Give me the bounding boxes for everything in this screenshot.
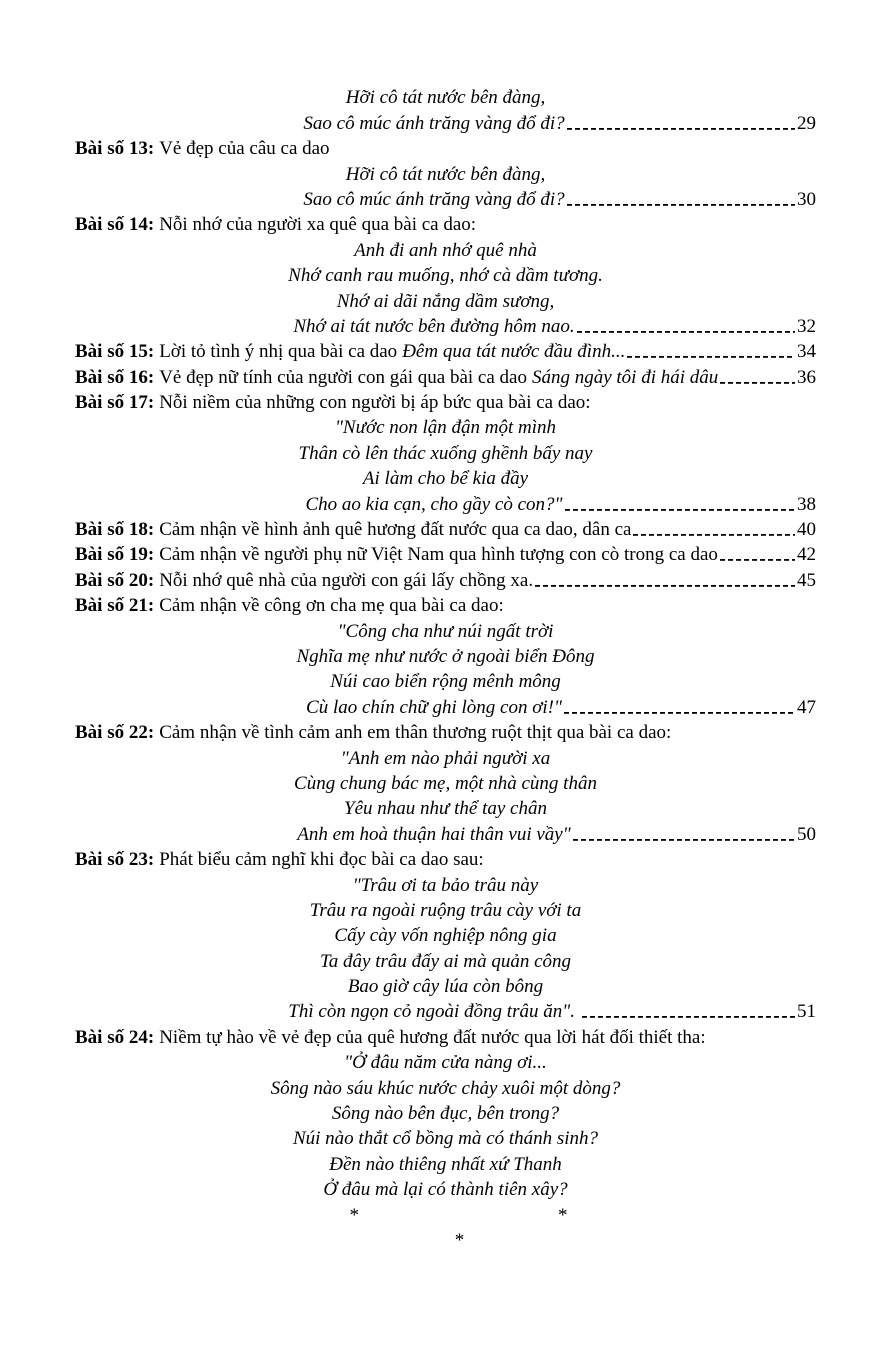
verse-text: Sông nào sáu khúc nước chảy xuôi một dòng?: [270, 1077, 621, 1099]
entry-quoted-poem-title: Sáng ngày tôi đi hái dâu: [531, 366, 719, 388]
toc-entry: [75, 340, 816, 365]
verse-text: Nghĩa mẹ như nước ở ngoài biển Đông: [296, 645, 595, 667]
verse-line: [75, 1127, 816, 1152]
entry-number-label: Bài số 24:: [75, 1026, 155, 1048]
verse-text: Nhớ ai tát nước bên đường hôm nao.: [293, 315, 575, 337]
verse-line: [75, 695, 816, 720]
dash-leader: [633, 534, 795, 541]
verse-line: [75, 111, 816, 136]
entry-number-label: Bài số 18:: [75, 519, 155, 541]
page-number: 47: [797, 696, 816, 718]
entry-number-label: Bài số 14:: [75, 214, 155, 236]
verse-text: Thì còn ngọn cỏ ngoài đồng trâu ăn".: [288, 1001, 580, 1023]
entry-number-label: Bài số 21:: [75, 595, 155, 617]
entry-quoted-poem-title: Đêm qua tát nước đầu đình...: [402, 341, 626, 363]
page-number: 30: [797, 188, 816, 210]
entry-title-text: Vẻ đẹp của câu ca dao: [159, 138, 330, 160]
verse-text: Sao cô múc ánh trăng vàng đổ đi?: [303, 112, 565, 134]
verse-text: "Nước non lận đận một mình: [334, 417, 557, 439]
verse-line: [75, 1152, 816, 1177]
verse-line: [75, 822, 816, 847]
toc-line-list: [75, 86, 816, 1254]
entry-title-text: Niềm tự hào về vẻ đẹp của quê hương đất nước qua lời hát đối thiết tha:: [159, 1026, 706, 1048]
verse-line: [75, 746, 816, 771]
entry-number-label: Bài số 17:: [75, 392, 155, 414]
page-number: 45: [797, 569, 816, 591]
verse-line: [75, 289, 816, 314]
verse-text: Nhớ canh rau muống, nhớ cà dầm tương.: [288, 265, 603, 287]
verse-line: [75, 1000, 816, 1025]
verse-text: Núi nào thắt cổ bồng mà có thánh sinh?: [292, 1128, 599, 1150]
verse-line: [75, 899, 816, 924]
page-number: 42: [797, 544, 816, 566]
verse-line: [75, 797, 816, 822]
entry-number-label: Bài số 22:: [75, 722, 155, 744]
verse-line: [75, 1076, 816, 1101]
dash-leader: [577, 331, 795, 338]
verse-line: [75, 416, 816, 441]
dash-leader: [720, 382, 795, 389]
asterisk-right: *: [558, 1204, 568, 1226]
separator-star-row: [89, 1229, 830, 1254]
verse-line: [75, 949, 816, 974]
page-number: 51: [797, 1001, 816, 1023]
verse-text: "Công cha như núi ngất trời: [337, 620, 554, 642]
page-number: 38: [797, 493, 816, 515]
verse-line: [75, 1102, 816, 1127]
verse-line: [75, 315, 816, 340]
entry-title-text: Cảm nhận về tình cảm anh em thân thương ruột thịt qua bài ca dao:: [159, 722, 672, 744]
toc-entry: [75, 1025, 816, 1050]
verse-text: Sông nào bên đục, bên trong?: [331, 1103, 560, 1125]
verse-line: [75, 492, 816, 517]
verse-line: [75, 772, 816, 797]
entry-title-text: Cảm nhận về người phụ nữ Việt Nam qua hình tượng con cò trong ca dao: [159, 544, 718, 566]
entry-number-label: Bài số 13:: [75, 138, 155, 160]
verse-text: Trâu ra ngoài ruộng trâu cày với ta: [309, 899, 582, 921]
verse-text: Anh đi anh nhớ quê nhà: [354, 239, 537, 261]
verse-text: Cùng chung bác mẹ, một nhà cùng thân: [294, 772, 597, 794]
page-number: 50: [797, 823, 816, 845]
page-number: 40: [797, 519, 816, 541]
toc-entry: [75, 848, 816, 873]
verse-text: Bao giờ cây lúa còn bông: [347, 976, 544, 998]
asterisk-center: *: [454, 1229, 465, 1251]
toc-entry: [75, 365, 816, 390]
entry-title-text: Cảm nhận về công ơn cha mẹ qua bài ca dao:: [159, 595, 504, 617]
verse-line: [75, 645, 816, 670]
entry-title-text: Nỗi nhớ của người xa quê qua bài ca dao:: [159, 214, 477, 236]
asterisk-left: *: [349, 1204, 359, 1226]
verse-line: [75, 441, 816, 466]
verse-line: [75, 1178, 816, 1203]
verse-line: [75, 619, 816, 644]
toc-entry: [75, 518, 816, 543]
entry-title-text: Phát biểu cảm nghĩ khi đọc bài ca dao sau:: [159, 849, 484, 871]
verse-text: Hỡi cô tát nước bên đàng,: [345, 163, 546, 185]
dash-leader: [567, 128, 795, 135]
dash-leader: [573, 839, 795, 846]
verse-line: [75, 86, 816, 111]
verse-text: Ai làm cho bể kia đầy: [362, 468, 529, 490]
page-number: 34: [797, 341, 816, 363]
verse-text: Thân cò lên thác xuống ghềnh bấy nay: [298, 442, 593, 464]
toc-entry: [75, 568, 816, 593]
dash-leader: [567, 204, 795, 211]
entry-number-label: Bài số 15:: [75, 341, 155, 363]
verse-line: [75, 873, 816, 898]
entry-number-label: Bài số 19:: [75, 544, 155, 566]
verse-text: Hỡi cô tát nước bên đàng,: [345, 87, 546, 109]
verse-line: [75, 188, 816, 213]
verse-line: [75, 670, 816, 695]
entry-number-label: Bài số 23:: [75, 849, 155, 871]
verse-text: Ở đâu mà lại có thành tiên xây?: [323, 1179, 568, 1201]
dash-leader: [720, 559, 795, 566]
toc-entry: [75, 543, 816, 568]
verse-text: Đền nào thiêng nhất xứ Thanh: [329, 1153, 562, 1175]
verse-line: [75, 975, 816, 1000]
verse-text: "Ở đâu năm cửa nàng ơi...: [344, 1052, 547, 1074]
page-number: 32: [797, 315, 816, 337]
entry-title-text: Nỗi nhớ quê nhà của người con gái lấy chồng xa.: [159, 569, 534, 591]
verse-line: [75, 924, 816, 949]
entry-number-label: Bài số 20:: [75, 569, 155, 591]
toc-entry: [75, 721, 816, 746]
dash-leader: [582, 1016, 795, 1023]
verse-text: Anh em hoà thuận hai thân vui vầy": [297, 823, 571, 845]
verse-text: Sao cô múc ánh trăng vàng đổ đi?: [303, 188, 565, 210]
verse-line: [75, 467, 816, 492]
separator-stars-row: [88, 1203, 829, 1228]
page-number: 36: [797, 366, 816, 388]
entry-number-label: Bài số 16:: [75, 366, 155, 388]
entry-title-text: Lời tỏ tình ý nhị qua bài ca dao: [159, 341, 398, 363]
page-number: 29: [797, 112, 816, 134]
dash-leader: [627, 356, 795, 363]
dash-leader: [535, 585, 795, 592]
verse-text: "Trâu ơi ta bảo trâu này: [352, 874, 539, 896]
entry-title-text: Vẻ đẹp nữ tính của người con gái qua bài ca dao: [159, 366, 527, 388]
dash-leader: [565, 509, 795, 516]
verse-line: [75, 1051, 816, 1076]
verse-text: Ta đây trâu đấy ai mà quản công: [319, 950, 572, 972]
verse-text: Cho ao kia cạn, cho gầy cò con?": [305, 493, 563, 515]
verse-text: "Anh em nào phải người xa: [340, 747, 551, 769]
toc-entry: [75, 137, 816, 162]
toc-entry: [75, 213, 816, 238]
verse-text: Yêu nhau như thể tay chân: [344, 798, 547, 820]
verse-text: Cấy cày vốn nghiệp nông gia: [334, 925, 557, 947]
entry-title-text: Nỗi niềm của những con người bị áp bức qua bài ca dao:: [159, 392, 591, 414]
entry-title-text: Cảm nhận về hình ảnh quê hương đất nước qua ca dao, dân ca: [159, 519, 632, 541]
verse-text: Nhớ ai dãi nắng dầm sương,: [336, 290, 555, 312]
dash-leader: [564, 712, 795, 719]
verse-line: [75, 238, 816, 263]
verse-text: Cù lao chín chữ ghi lòng con ơi!": [306, 696, 562, 718]
verse-line: [75, 162, 816, 187]
toc-entry: [75, 391, 816, 416]
verse-line: [75, 264, 816, 289]
toc-entry: [75, 594, 816, 619]
verse-text: Núi cao biển rộng mênh mông: [330, 671, 561, 693]
